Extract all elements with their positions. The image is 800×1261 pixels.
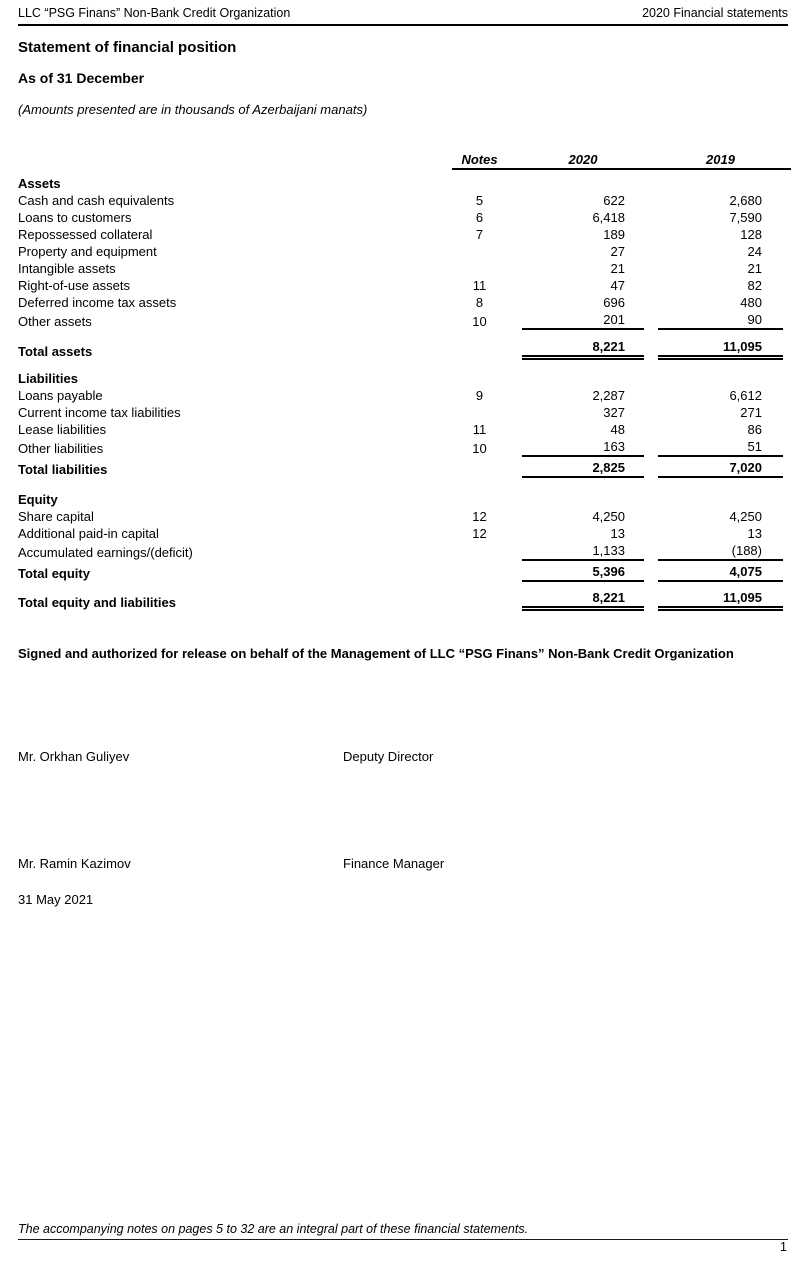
value-2019-cell: (188) (658, 542, 783, 561)
signoff-date: 31 May 2021 (18, 892, 94, 907)
signatory-name: Mr. Ramin Kazimov (18, 856, 131, 871)
value-2020-cell: 1,133 (522, 542, 644, 561)
value-2019-cell: 90 (658, 311, 783, 330)
total-equity-and-liabilities-row (18, 582, 788, 611)
signatory-title: Deputy Director (343, 749, 434, 764)
value-2020-cell: 189 (603, 227, 625, 242)
table-row (18, 404, 788, 421)
value-2019-cell: 11,095 (658, 338, 783, 360)
value-2019-cell: 128 (740, 227, 762, 242)
note-cell: 11 (472, 278, 487, 293)
value-2019-cell: 4,075 (658, 563, 783, 582)
row-label: Lease liabilities (18, 422, 107, 437)
value-2020-cell: 27 (610, 244, 625, 259)
note-cell: 7 (475, 227, 484, 242)
table-row (18, 243, 788, 260)
row-label: Total equity (18, 566, 90, 581)
header-report-name: 2020 Financial statements (642, 6, 788, 20)
value-2020-cell: 2,287 (592, 388, 625, 403)
financial-position-table (18, 151, 788, 611)
table-row (18, 508, 788, 525)
note-cell: 12 (472, 526, 487, 541)
row-label: Loans payable (18, 388, 103, 403)
table-row (18, 542, 788, 561)
row-label: Repossessed collateral (18, 227, 153, 242)
note-cell: 6 (475, 210, 484, 225)
value-2020-cell: 4,250 (592, 509, 625, 524)
value-2020-cell: 8,221 (522, 338, 644, 360)
value-2020-cell: 47 (610, 278, 625, 293)
value-2019-cell: 86 (747, 422, 762, 437)
total-liabilities-row (18, 457, 788, 478)
row-label: Cash and cash equivalents (18, 193, 175, 208)
document-header (18, 0, 788, 26)
row-label: Right-of-use assets (18, 278, 130, 293)
table-row (18, 311, 788, 330)
value-2019-cell: 4,250 (729, 509, 762, 524)
note-cell: 12 (472, 509, 487, 524)
value-2019-cell: 51 (658, 438, 783, 457)
note-cell: 10 (472, 314, 487, 329)
table-row (18, 277, 788, 294)
section-heading-equity: Equity (18, 492, 58, 507)
table-row (18, 421, 788, 438)
value-2020-cell: 13 (610, 526, 625, 541)
page-title: Statement of financial position (18, 39, 237, 56)
note-cell: 8 (475, 295, 484, 310)
table-row (18, 387, 788, 404)
signatory-title: Finance Manager (343, 856, 445, 871)
table-header-row (18, 151, 788, 168)
value-2019-cell: 2,680 (729, 193, 762, 208)
amounts-note: (Amounts presented are in thousands of Azerbaijani manats) (18, 102, 368, 117)
page-number: 1 (780, 1240, 787, 1254)
note-cell: 10 (472, 441, 487, 456)
value-2019-cell: 7,020 (658, 459, 783, 478)
row-label: Current income tax liabilities (18, 405, 181, 420)
table-row (18, 209, 788, 226)
row-label: Share capital (18, 509, 94, 524)
row-label: Other assets (18, 314, 92, 329)
column-header-2020: 2020 (568, 152, 598, 167)
note-cell: 5 (475, 193, 484, 208)
note-cell: 9 (475, 388, 484, 403)
table-row (18, 438, 788, 457)
value-2020-cell: 622 (603, 193, 625, 208)
signatory-name: Mr. Orkhan Guliyev (18, 749, 130, 764)
footer-rule (18, 1239, 788, 1240)
table-row (18, 192, 788, 209)
value-2019-cell: 13 (747, 526, 762, 541)
row-label: Total assets (18, 344, 93, 359)
page-subtitle: As of 31 December (18, 70, 145, 86)
signatory-row (18, 748, 788, 765)
value-2020-cell: 201 (522, 311, 644, 330)
value-2019-cell: 271 (740, 405, 762, 420)
table-row (18, 525, 788, 542)
value-2019-cell: 480 (740, 295, 762, 310)
value-2019-cell: 21 (747, 261, 762, 276)
value-2019-cell: 7,590 (729, 210, 762, 225)
value-2019-cell: 6,612 (729, 388, 762, 403)
row-label: Intangible assets (18, 261, 116, 276)
row-label: Additional paid-in capital (18, 526, 159, 541)
row-label: Accumulated earnings/(deficit) (18, 545, 193, 560)
total-equity-row (18, 561, 788, 582)
value-2019-cell: 11,095 (658, 589, 783, 611)
value-2020-cell: 6,418 (592, 210, 625, 225)
value-2020-cell: 21 (610, 261, 625, 276)
table-header-rule (452, 168, 791, 170)
row-label: Property and equipment (18, 244, 157, 259)
value-2020-cell: 696 (603, 295, 625, 310)
column-header-2019: 2019 (706, 152, 735, 167)
header-company-name: LLC “PSG Finans” Non-Bank Credit Organization (18, 6, 291, 20)
value-2020-cell: 327 (603, 405, 625, 420)
row-label: Total equity and liabilities (18, 595, 176, 610)
table-row (18, 260, 788, 277)
row-label: Other liabilities (18, 441, 104, 456)
note-cell: 11 (472, 422, 487, 437)
row-label: Loans to customers (18, 210, 132, 225)
section-heading-liabilities: Liabilities (18, 371, 78, 386)
value-2020-cell: 48 (610, 422, 625, 437)
signoff-statement: Signed and authorized for release on behalf of the Management of LLC “PSG Finans” Non-Bank Credit Organization (18, 646, 734, 661)
row-label: Deferred income tax assets (18, 295, 177, 310)
value-2020-cell: 5,396 (522, 563, 644, 582)
footer-note: The accompanying notes on pages 5 to 32 are an integral part of these financial statements. (18, 1222, 529, 1236)
table-row (18, 226, 788, 243)
total-assets-row (18, 330, 788, 360)
value-2020-cell: 8,221 (522, 589, 644, 611)
value-2020-cell: 2,825 (522, 459, 644, 478)
column-header-notes: Notes (461, 152, 498, 167)
section-heading-assets: Assets (18, 176, 61, 191)
value-2020-cell: 163 (522, 438, 644, 457)
value-2019-cell: 24 (747, 244, 762, 259)
row-label: Total liabilities (18, 462, 108, 477)
value-2019-cell: 82 (747, 278, 762, 293)
table-row (18, 294, 788, 311)
signatory-row (18, 855, 788, 872)
